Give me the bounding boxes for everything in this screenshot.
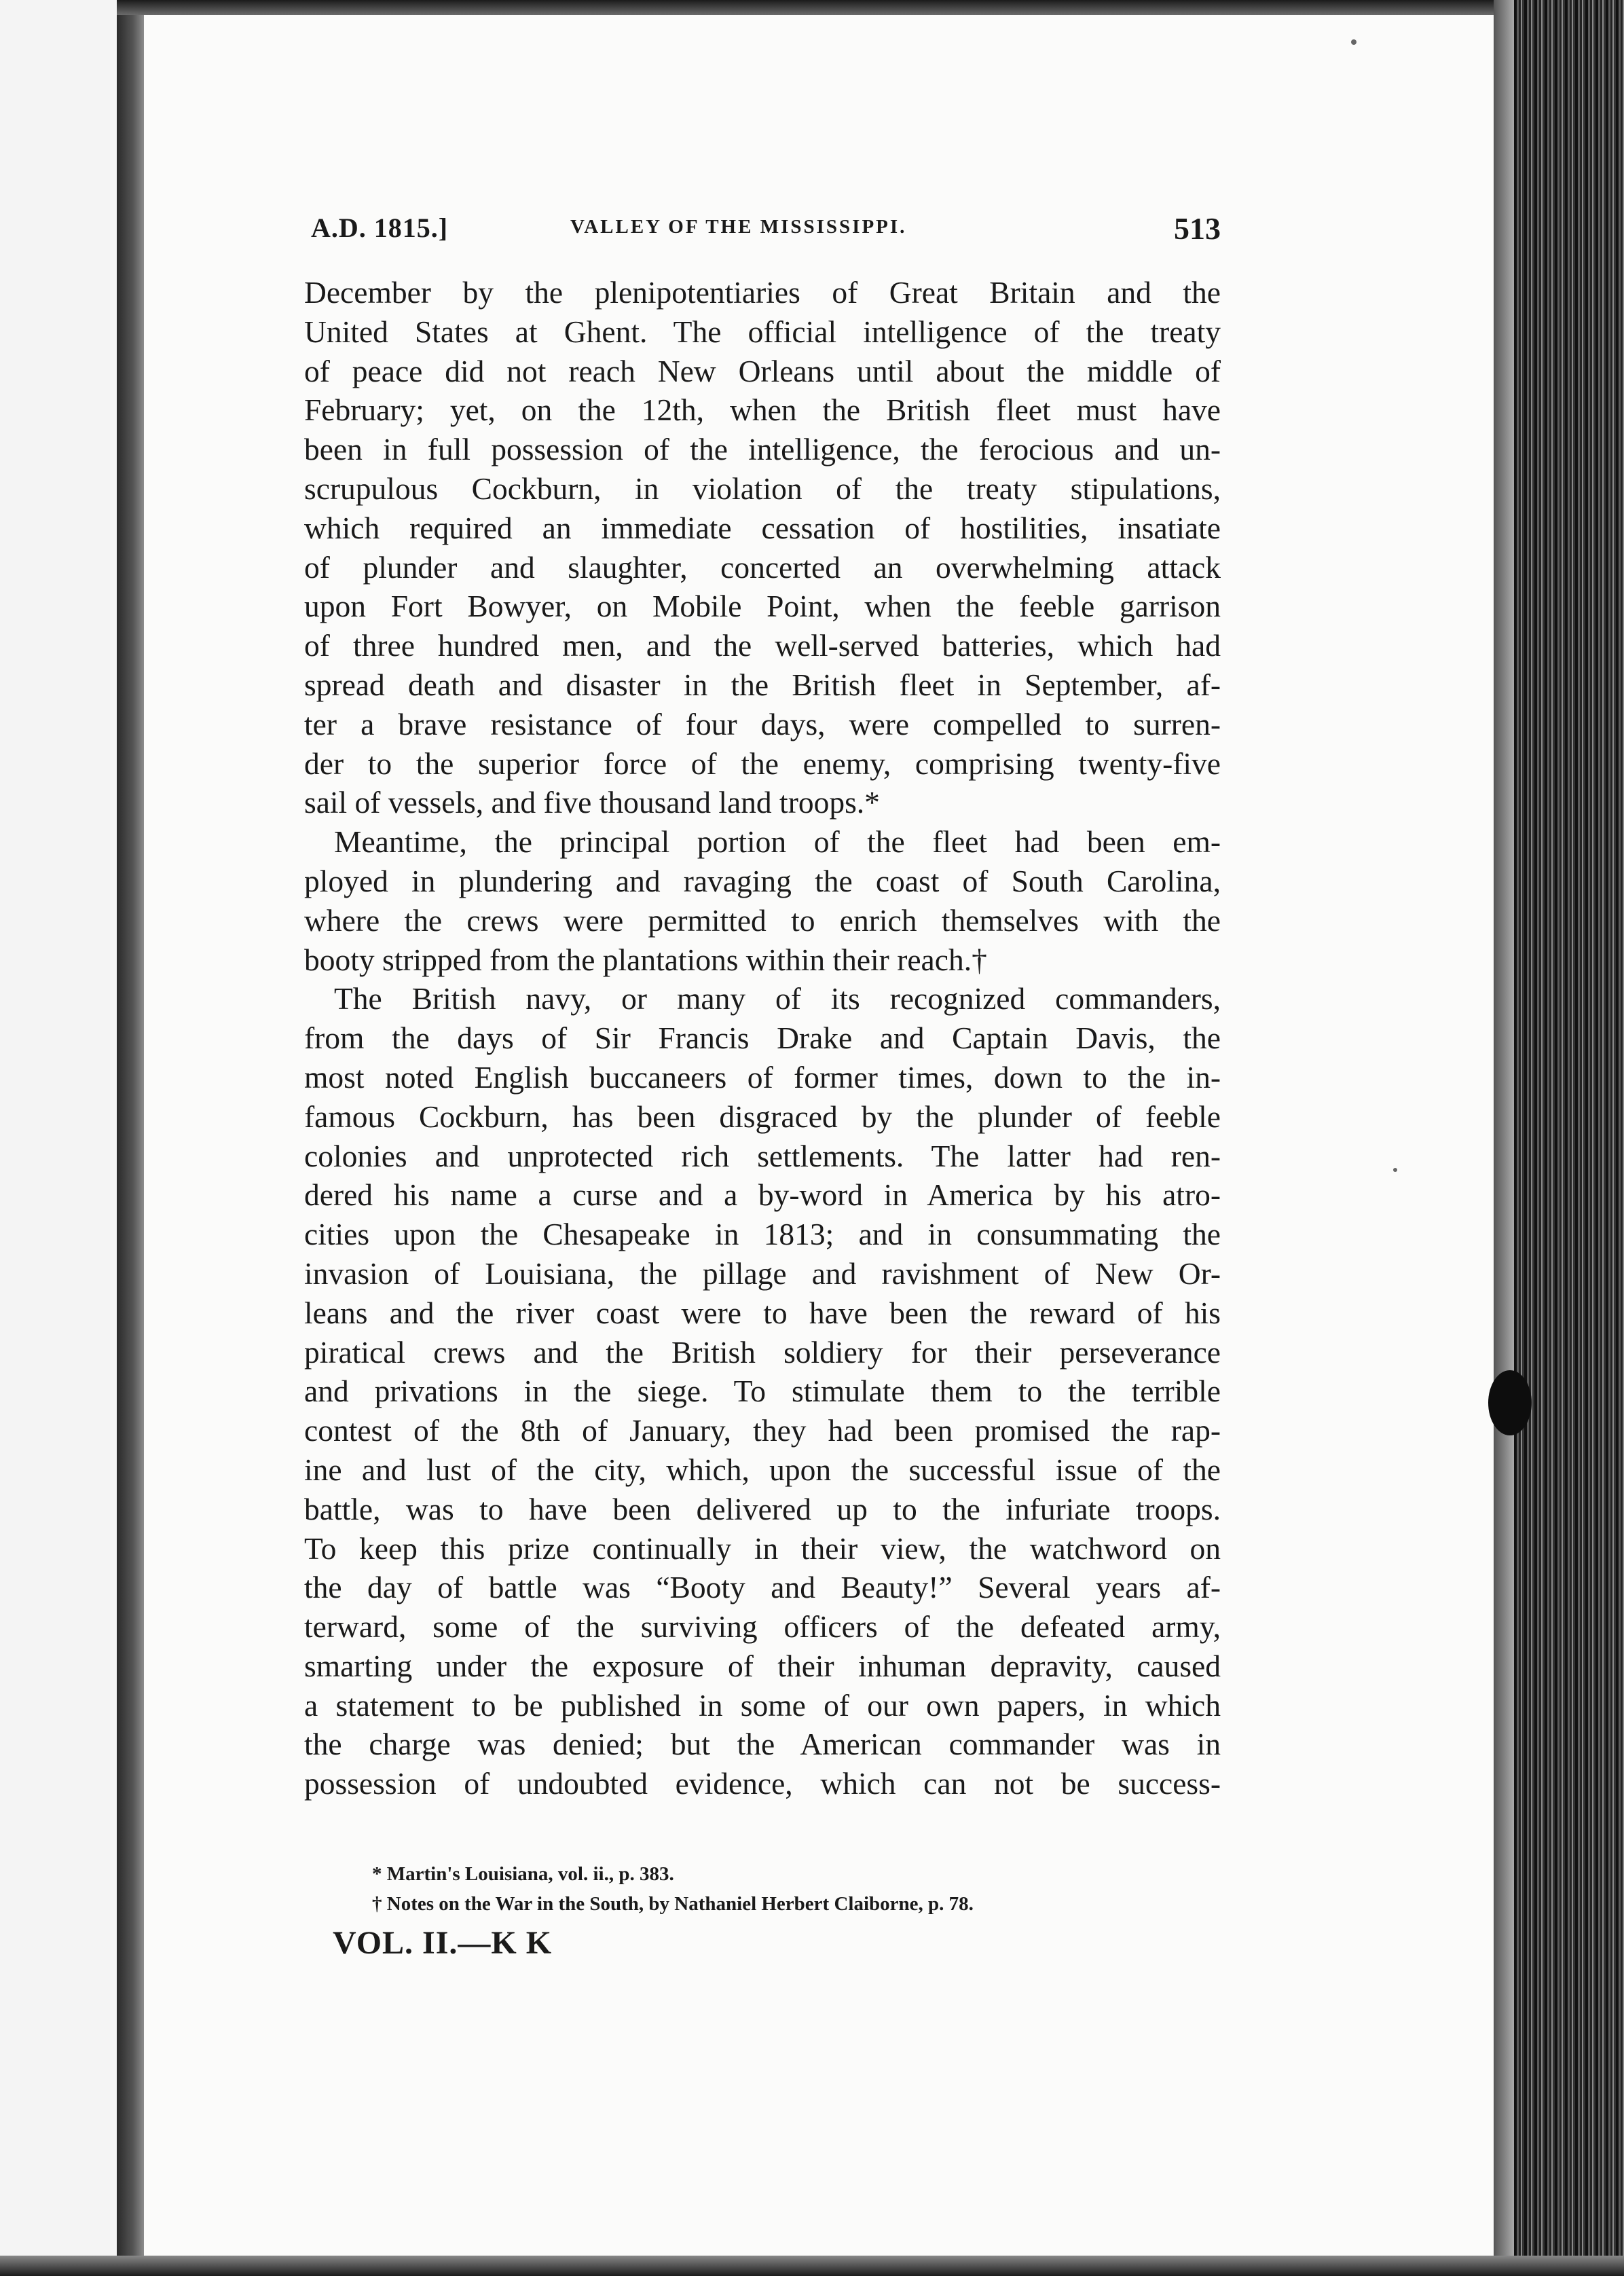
text-line: been in full possession of the intelligence, the ferocious and un- <box>304 432 1221 467</box>
text-line: booty stripped from the plantations within their reach.† <box>304 942 987 977</box>
footnotes <box>304 1859 1221 1919</box>
page-number: 513 <box>1174 211 1221 246</box>
dust-speck <box>1351 39 1357 45</box>
text-line: smarting under the exposure of their inhuman depravity, caused <box>304 1648 1221 1683</box>
top-scan-edge <box>117 0 1502 15</box>
text-line: terward, some of the surviving officers of the defeated army, <box>304 1609 1221 1645</box>
header-date: A.D. 1815.] <box>311 213 449 243</box>
text-line: invasion of Louisiana, the pillage and ravishment of New Or- <box>304 1255 1221 1291</box>
text-line: piratical crews and the British soldiery for their perseverance <box>304 1334 1221 1370</box>
ink-blot <box>1488 1370 1532 1435</box>
text-line: ployed in plundering and ravaging the coast of South Carolina, <box>304 863 1221 898</box>
running-header <box>311 209 1221 250</box>
book-gutter <box>117 0 144 2276</box>
text-line: of plunder and slaughter, concerted an overwhelming attack <box>304 549 1221 585</box>
text-line: The British navy, or many of its recognized commanders, <box>334 981 1221 1016</box>
signature-mark: VOL. II.—K K <box>333 1925 553 1961</box>
text-line: cities upon the Chesapeake in 1813; and in consummating the <box>304 1217 1221 1252</box>
text-line: battle, was to have been delivered up to the infuriate troops. <box>304 1491 1221 1526</box>
text-line: where the crews were permitted to enrich themselves with the <box>304 902 1221 938</box>
text-line: dered his name a curse and a by-word in America by his atro- <box>304 1177 1221 1213</box>
text-line: scrupulous Cockburn, in violation of the treaty stipulations, <box>304 471 1221 506</box>
text-line: which required an immediate cessation of hostilities, insatiate <box>304 510 1221 545</box>
text-line: of peace did not reach New Orleans until about the middle of <box>304 353 1221 388</box>
text-line: and privations in the siege. To stimulate them to the terrible <box>304 1374 1221 1409</box>
text-line: colonies and unprotected rich settlements. The latter had ren- <box>304 1138 1221 1173</box>
footnote: † Notes on the War in the South, by Nathaniel Herbert Claiborne, p. 78. <box>372 1893 974 1915</box>
text-line: upon Fort Bowyer, on Mobile Point, when the feeble garrison <box>304 589 1221 624</box>
text-line: ter a brave resistance of four days, were compelled to surren- <box>304 706 1221 741</box>
header-title: VALLEY OF THE MISSISSIPPI. <box>570 216 907 238</box>
text-line: a statement to be published in some of our own papers, in which <box>304 1687 1221 1723</box>
text-line: famous Cockburn, has been disgraced by the plunder of feeble <box>304 1099 1221 1134</box>
text-line: December by the plenipotentiaries of Great Britain and the <box>304 275 1221 310</box>
bottom-scan-edge <box>0 2256 1624 2276</box>
text-line: contest of the 8th of January, they had been promised the rap- <box>304 1413 1221 1448</box>
text-line: of three hundred men, and the well-served batteries, which had <box>304 628 1221 663</box>
text-line: possession of undoubted evidence, which can not be success- <box>304 1766 1221 1801</box>
text-line: Meantime, the principal portion of the fleet had been em- <box>334 824 1221 860</box>
text-line: spread death and disaster in the British fleet in September, af- <box>304 667 1221 702</box>
text-line: sail of vessels, and five thousand land troops.* <box>304 785 880 820</box>
text-line: the charge was denied; but the American commander was in <box>304 1727 1221 1762</box>
page-stack-shade <box>1494 0 1514 2276</box>
dust-speck <box>1393 1168 1397 1172</box>
text-line: ine and lust of the city, which, upon the successful issue of the <box>304 1452 1221 1487</box>
text-line: from the days of Sir Francis Drake and Captain Davis, the <box>304 1021 1221 1056</box>
text-line: der to the superior force of the enemy, comprising twenty-five <box>304 746 1221 781</box>
text-line: February; yet, on the 12th, when the British fleet must have <box>304 392 1221 428</box>
text-line: To keep this prize continually in their view, the watchword on <box>304 1530 1221 1566</box>
text-line: the day of battle was “Booty and Beauty!” Several years af- <box>304 1570 1221 1605</box>
text-line: most noted English buccaneers of former times, down to the in- <box>304 1059 1221 1095</box>
facing-page-edge <box>0 0 117 2276</box>
footnote: * Martin's Louisiana, vol. ii., p. 383. <box>372 1863 674 1885</box>
body-text <box>304 273 1221 1803</box>
text-line: United States at Ghent. The official intelligence of the treaty <box>304 314 1221 349</box>
text-line: leans and the river coast were to have been the reward of his <box>304 1295 1221 1330</box>
